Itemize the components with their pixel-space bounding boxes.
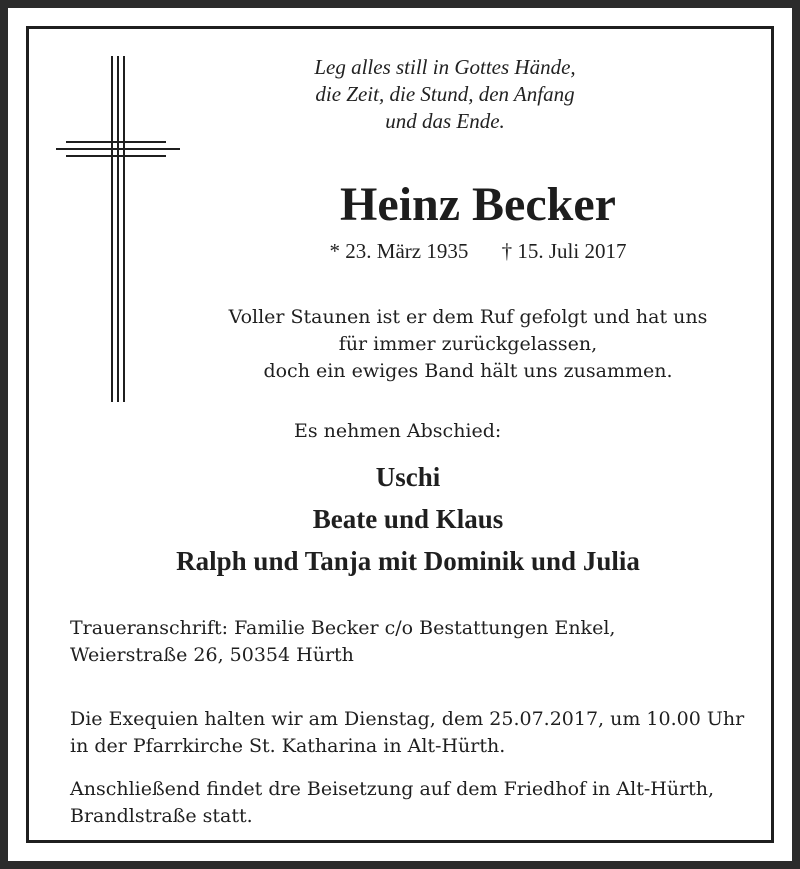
mourning-address xyxy=(70,615,770,669)
address-line: Weierstraße 26, 50354 Hürth xyxy=(70,644,354,666)
quote-line: doch ein ewiges Band hält uns zusammen. xyxy=(263,360,673,382)
quote-line: Voller Staunen ist er dem Ruf gefolgt und hat uns xyxy=(228,306,708,328)
verse xyxy=(298,54,592,135)
service-line: Die Exequien halten wir am Dienstag, dem 25.07.2017, um 10.00 Uhr xyxy=(70,708,745,730)
deceased-name: Heinz Becker xyxy=(340,178,616,231)
memorial-quote xyxy=(168,304,768,385)
burial-info xyxy=(70,776,770,830)
verse-line: Leg alles still in Gottes Hände, xyxy=(314,55,576,79)
service-line: in der Pfarrkirche St. Katharina in Alt-Hürth. xyxy=(70,735,506,757)
service-info xyxy=(70,706,770,760)
birth-date: * 23. März 1935 xyxy=(329,239,469,263)
mourners-list xyxy=(68,456,748,582)
burial-line: Anschließend findet dre Beisetzung auf dem Friedhof in Alt-Hürth, xyxy=(70,778,715,800)
address-line: Traueranschrift: Familie Becker c/o Bestattungen Enkel, xyxy=(70,617,616,639)
cross-icon xyxy=(56,56,180,402)
verse-line: die Zeit, die Stund, den Anfang xyxy=(315,82,575,106)
quote-line: für immer zurückgelassen, xyxy=(338,333,598,355)
life-dates xyxy=(168,236,788,266)
obituary-card xyxy=(8,8,792,861)
mourner: Uschi xyxy=(375,462,441,492)
mourner: Ralph und Tanja mit Dominik und Julia xyxy=(176,546,640,576)
mourner: Beate und Klaus xyxy=(312,504,504,534)
burial-line: Brandlstraße statt. xyxy=(70,805,253,827)
verse-line: und das Ende. xyxy=(385,109,505,133)
death-date: † 15. Juli 2017 xyxy=(501,239,627,263)
farewell-label: Es nehmen Abschied: xyxy=(294,420,502,442)
